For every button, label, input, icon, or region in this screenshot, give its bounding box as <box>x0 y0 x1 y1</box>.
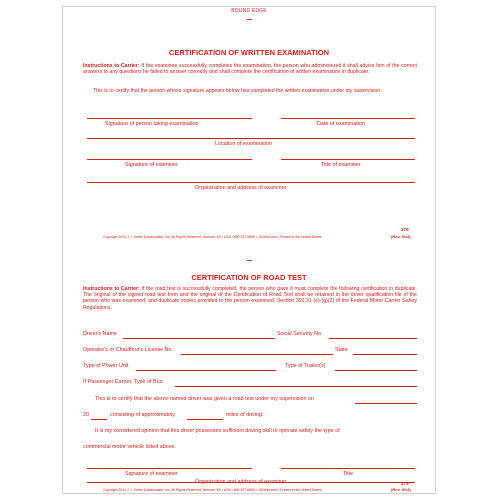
power-unit-line[interactable] <box>136 370 276 371</box>
road-title-line[interactable] <box>281 468 415 469</box>
sig-examiner-label: Signature of examiner <box>125 162 178 168</box>
written-certify-text: This is to certify that the person whose signature appears below has completed the written examination under my supervision. <box>93 88 382 94</box>
road-copyright: Copyright 2014 J. J. Keller & Associates, Inc. All Rights Reserved. Neenah, WI • USA • 800-327-6868 • JJKeller.com • Printed in the United States <box>103 488 322 492</box>
section-separator-dash <box>247 260 252 261</box>
road-sig-examiner-line[interactable] <box>87 468 252 469</box>
location-line[interactable] <box>87 138 415 139</box>
license-line[interactable] <box>181 354 333 355</box>
form-page <box>62 6 436 494</box>
road-instructions <box>83 286 417 311</box>
written-instructions-text: If the examinee successfully completes the examination, the person who administered it shall advise him of the correct answers to any questions he failed to answer correctly and shall complete the certification of written examination in duplicate. <box>83 63 417 76</box>
state-label: State <box>335 347 348 353</box>
road-test-date-line[interactable] <box>355 403 417 404</box>
license-label: Operator's or Chauffeur's License No. <box>83 347 174 353</box>
written-revision: (Rev. 9/14) <box>391 234 411 239</box>
trailer-line[interactable] <box>335 370 417 371</box>
consisting-text: consisting of approximately <box>110 412 176 418</box>
road-revision: (Rev. 9/14) <box>391 487 411 492</box>
written-instructions-lead: Instructions to Carrier: <box>83 63 140 69</box>
year-line[interactable] <box>91 419 107 420</box>
title-examiner-line[interactable] <box>281 159 415 160</box>
road-sig-examiner-label: Signature of examiner <box>125 471 178 477</box>
power-unit-label: Type of Power Unit <box>83 363 129 369</box>
state-line[interactable] <box>353 354 417 355</box>
miles-line[interactable] <box>187 419 223 420</box>
org-examiner-label: Organization and address of examiner <box>195 185 287 191</box>
trailer-label: Type of Trailer(s) <box>285 363 326 369</box>
written-copyright: Copyright 2014 J. J. Keller & Associates, Inc. All Rights Reserved. Neenah, WI • USA • 800-327-6868 • JJKeller.com • Printed in the United States <box>103 235 322 239</box>
top-dash <box>247 19 252 20</box>
date-exam-label: Date of examination <box>317 121 365 127</box>
title-examiner-label: Title of examiner <box>321 162 361 168</box>
opinion-text: It is my considered opinion that this driver possesses sufficient driving skill to operate safely the type of <box>95 428 340 434</box>
road-form-number: 279 <box>401 481 409 486</box>
bus-line[interactable] <box>175 386 417 387</box>
sig-examiner-line[interactable] <box>87 159 252 160</box>
vehicle-text: commercial motor vehicle listed above. <box>83 444 176 450</box>
sig-person-line[interactable] <box>87 118 252 119</box>
driver-name-line[interactable] <box>123 338 275 339</box>
written-instructions <box>83 63 417 75</box>
road-instructions-lead: Instructions to Carrier: <box>83 286 140 292</box>
road-test-title: CERTIFICATION OF ROAD TEST <box>191 273 307 282</box>
road-certify-text: This is to certify that the above-named driver was given a road test under my supervision on <box>95 396 315 402</box>
road-org-label: Organization and address of examiner <box>195 479 287 485</box>
road-title-label: Title <box>343 471 353 477</box>
location-label: Location of examination <box>215 141 272 147</box>
ssn-label: Social Security No. <box>277 331 323 337</box>
ssn-line[interactable] <box>329 338 417 339</box>
bus-label: If Passenger Carrier, Type of Bus <box>83 379 163 385</box>
bound-edge-label: BOUND EDGE <box>231 8 267 14</box>
date-exam-line[interactable] <box>281 118 415 119</box>
org-examiner-line[interactable] <box>87 182 415 183</box>
written-form-number: 279 <box>401 227 409 232</box>
year-prefix: 20 <box>83 412 89 418</box>
road-instructions-text: If the road test is successfully completed, the person who gave it must complete the following certification in duplicate. The original of the signed road test form and the original of the Certification of Road Test shall be retained in the driver qualification file of the person who was examined, and duplicate copies provided to the person examined. Section 391.31 (e)-(g)(2) of the Federal Motor Carrier Safety Regulations. <box>83 286 418 311</box>
written-exam-title: CERTIFICATION OF WRITTEN EXAMINATION <box>168 48 330 57</box>
miles-text: miles of driving. <box>226 412 264 418</box>
sig-person-label: Signature of person taking examination <box>105 121 199 127</box>
driver-name-label: Driver's Name <box>83 331 117 337</box>
